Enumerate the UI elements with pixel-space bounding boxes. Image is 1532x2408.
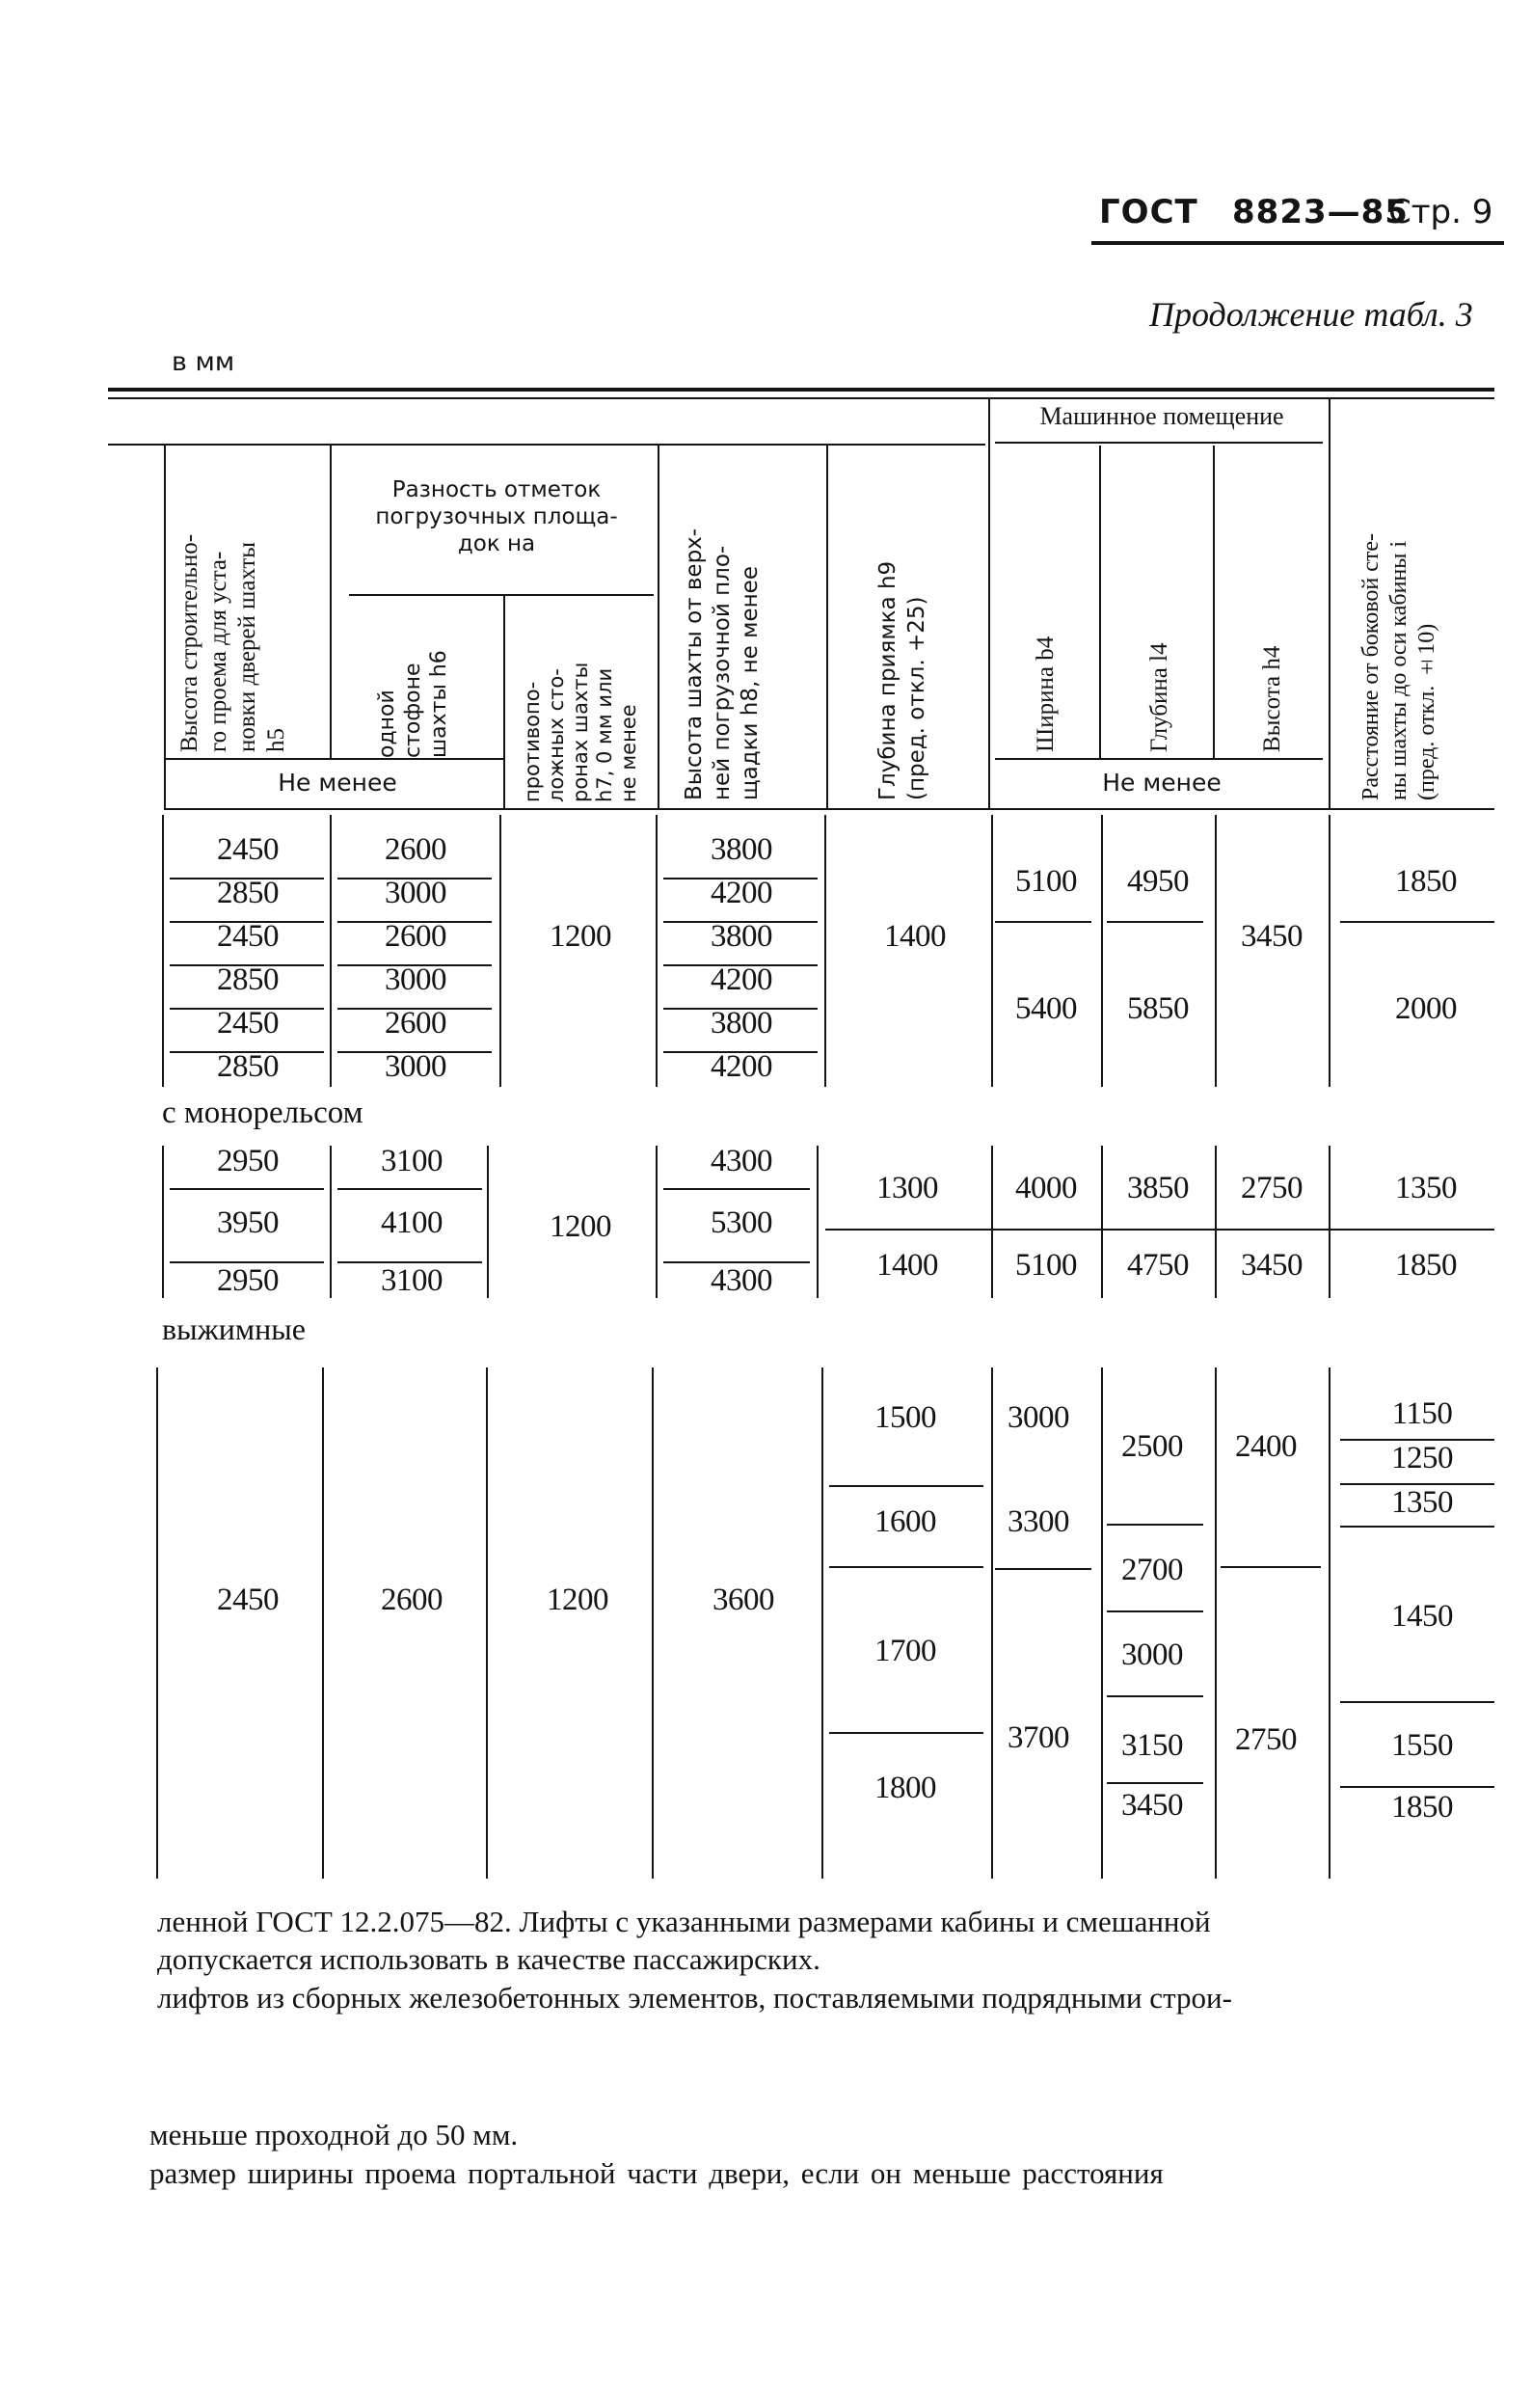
not-less-label-1: Не менее [278,769,397,797]
not-less-label-2: Не менее [1102,769,1222,797]
g1-h8-cell: 3800 [711,832,772,867]
g1-h6-cell: 2600 [385,919,446,954]
depth-header: Глубина l4 [1146,642,1172,752]
g3-distance-cell: 1550 [1391,1728,1453,1763]
shaft-height-header: Высота шахты от верх- ней погрузочной пло- щадки h8, не менее [682,528,763,800]
g2-depth-cell: 3850 [1127,1171,1189,1205]
g3-pit-cell: 1700 [874,1634,936,1668]
g2-v3 [487,1146,489,1298]
g1-sep [995,921,1091,923]
table-top-rule-2 [108,397,1494,399]
text-line: лифтов из сборных железобетонных элементов, поставляемыми подрядными строи- [157,1981,1232,2015]
g3-v6 [991,1367,993,1879]
height-header: Высота h4 [1259,645,1285,752]
g3-v4 [652,1367,654,1879]
g3-sep [829,1485,983,1487]
g3-width-cell: 3700 [1008,1720,1069,1755]
g3-depth-cell: 2700 [1121,1553,1183,1587]
g1-h7-cell: 1200 [550,919,611,954]
g2-distance-cell: 1850 [1395,1248,1457,1283]
pit-header: Глубина приямка h9 (пред. откл. +25) [875,560,929,800]
g3-pit-cell: 1500 [874,1400,936,1435]
g1-v2 [330,815,332,1087]
g3-pit-cell: 1800 [874,1771,936,1805]
h5-header: Высота строительно- го проема для уста- новки дверей шахты h5 [176,533,289,752]
g2-sep [337,1188,482,1190]
gost-label: ГОСТ [1099,193,1198,231]
g3-v3 [486,1367,488,1879]
g1-h5-cell: 2450 [217,832,279,867]
g3-distance-cell: 1450 [1391,1599,1453,1634]
g2-h8-cell: 5300 [711,1205,772,1240]
g2-h6-cell: 3100 [381,1263,443,1298]
g1-v5 [824,815,826,1087]
hv2 [330,446,332,758]
g1-v7 [1101,815,1103,1087]
g2-sep [663,1188,810,1190]
g2-h8-cell: 4300 [711,1263,772,1298]
text-line: допускается использовать в качестве пассажирских. [157,1942,820,1976]
g1-v3 [499,815,501,1087]
g2-h8-cell: 4300 [711,1144,772,1178]
g1-distance-cell: 2000 [1395,991,1457,1026]
g3-height-cell: 2400 [1235,1429,1297,1464]
g1-h5-cell: 2450 [217,1006,279,1041]
g3-sep [1221,1566,1321,1568]
g3-depth-cell: 3150 [1121,1728,1183,1763]
one-side-header: одной стофоне шахты h6 [375,650,451,758]
g3-sep [1107,1524,1203,1526]
hv9 [1329,397,1330,808]
hv4 [658,446,659,808]
g1-h5-cell: 2850 [217,876,279,910]
monorail-group-label: с монорельсом [162,1096,363,1130]
g1-h5-cell: 2450 [217,919,279,954]
g3-depth-cell: 3450 [1121,1788,1183,1823]
g2-pit-cell: 1300 [876,1171,938,1205]
g3-sep [829,1566,983,1568]
g3-v9 [1329,1367,1330,1879]
g3-sep [1340,1701,1494,1703]
g1-depth-cell: 4950 [1127,864,1189,899]
g2-v5 [817,1146,819,1298]
g2-h5-cell: 3950 [217,1205,279,1240]
g3-sep [1107,1695,1203,1697]
g1-h8-cell: 4200 [711,1049,772,1084]
machine-room-header: Машинное помещение [1039,402,1284,430]
g1-h5-cell: 2850 [217,962,279,997]
g1-h6-cell: 3000 [385,962,446,997]
hv1 [164,446,166,808]
opposite-header: противопо- ложных сто- ронах шахты h7, 0 мм или не менее [521,662,640,802]
g3-depth-cell: 2500 [1121,1429,1183,1464]
g3-distance-cell: 1250 [1391,1441,1453,1475]
g1-h8-cell: 4200 [711,962,772,997]
g2-distance-cell: 1350 [1395,1171,1457,1205]
g1-pit-cell: 1400 [884,919,946,954]
g3-width-cell: 3300 [1008,1504,1069,1539]
g2-v2 [330,1146,332,1298]
not-less-rule-1 [164,758,503,760]
g1-distance-cell: 1850 [1395,864,1457,899]
g1-v6 [991,815,993,1087]
hv7 [1099,446,1101,758]
text-line: ленной ГОСТ 12.2.075—82. Лифты с указанными размерами кабины и смешанной [157,1905,1211,1938]
header-rule-left [108,444,985,446]
g3-sep [995,1568,1091,1570]
g2-h6-cell: 3100 [381,1144,443,1178]
g1-width-cell: 5400 [1015,991,1077,1026]
g3-distance-cell: 1350 [1391,1485,1453,1520]
g2-h5-cell: 2950 [217,1263,279,1298]
page-number: Стр. 9 [1388,193,1493,231]
g3-sep [1340,1786,1494,1788]
g3-distance-cell: 1850 [1391,1790,1453,1825]
g2-h7-cell: 1200 [550,1209,611,1244]
g3-pit-cell: 1600 [874,1504,936,1539]
g3-h5-cell: 2450 [217,1583,279,1617]
g3-sep [1340,1526,1494,1528]
g3-v5 [821,1367,823,1879]
g3-h6-cell: 2600 [381,1583,443,1617]
units-label: в мм [172,347,235,377]
diff-rule [349,594,654,596]
g2-depth-cell: 4750 [1127,1248,1189,1283]
continuation-label: Продолжение табл. 3 [1149,295,1473,334]
text-line: меньше проходной до 50 мм. [149,2118,519,2151]
g2-sep [170,1188,324,1190]
header-rule [1091,241,1504,245]
hv6 [988,397,990,808]
g2-v4 [656,1146,658,1298]
g3-sep [1107,1782,1203,1784]
g3-distance-cell: 1150 [1391,1396,1453,1431]
g1-h8-cell: 3800 [711,1006,772,1041]
g2-width-cell: 5100 [1015,1248,1077,1283]
g2-v1 [162,1146,164,1298]
g1-h8-cell: 4200 [711,876,772,910]
hv3 [503,596,505,808]
g1-width-cell: 5100 [1015,864,1077,899]
table-top-rule [108,388,1494,392]
g2-h6-cell: 4100 [381,1205,443,1240]
g3-h7-cell: 1200 [547,1583,608,1617]
g3-sep [829,1732,983,1734]
g3-depth-cell: 3000 [1121,1637,1183,1672]
gost-number: 8823—85 [1232,193,1409,231]
g3-width-cell: 3000 [1008,1400,1069,1435]
g1-h6-cell: 3000 [385,1049,446,1084]
g1-h6-cell: 3000 [385,876,446,910]
g1-v4 [656,815,658,1087]
g3-v2 [322,1367,324,1879]
diff-header: Разность отметок погрузочных площа- док на [375,477,618,556]
hv5 [826,446,828,808]
g3-height-cell: 2750 [1235,1722,1297,1757]
header-bottom-rule [164,808,1494,810]
g1-h8-cell: 3800 [711,919,772,954]
g1-v1 [162,815,164,1087]
g1-sep [1107,921,1203,923]
g3-h8-cell: 3600 [712,1583,774,1617]
g1-h6-cell: 2600 [385,1006,446,1041]
g2-height-cell: 3450 [1241,1248,1303,1283]
g1-h5-cell: 2850 [217,1049,279,1084]
g2-h5-cell: 2950 [217,1144,279,1178]
machine-room-rule [995,442,1323,444]
hv8 [1213,446,1215,758]
g2-height-cell: 2750 [1241,1171,1303,1205]
g3-v1 [156,1367,158,1879]
g1-depth-cell: 5850 [1127,991,1189,1026]
g2-pit-cell: 1400 [876,1248,938,1283]
text-line: размер ширины проема портальной части двери, если он меньше расстояния [149,2156,1164,2190]
g2-sep [825,1229,1494,1231]
width-header: Ширина b4 [1033,636,1059,752]
not-less-rule-2 [995,758,1323,760]
g2-width-cell: 4000 [1015,1171,1077,1205]
g3-sep [1107,1610,1203,1612]
hydraulic-group-label: выжимные [162,1312,306,1346]
g1-sep [1340,921,1494,923]
g1-height-cell: 3450 [1241,919,1303,954]
g1-h6-cell: 2600 [385,832,446,867]
distance-header: Расстояние от боковой сте- ны шахты до оси кабины i (пред. откл. ±10) [1358,532,1439,800]
